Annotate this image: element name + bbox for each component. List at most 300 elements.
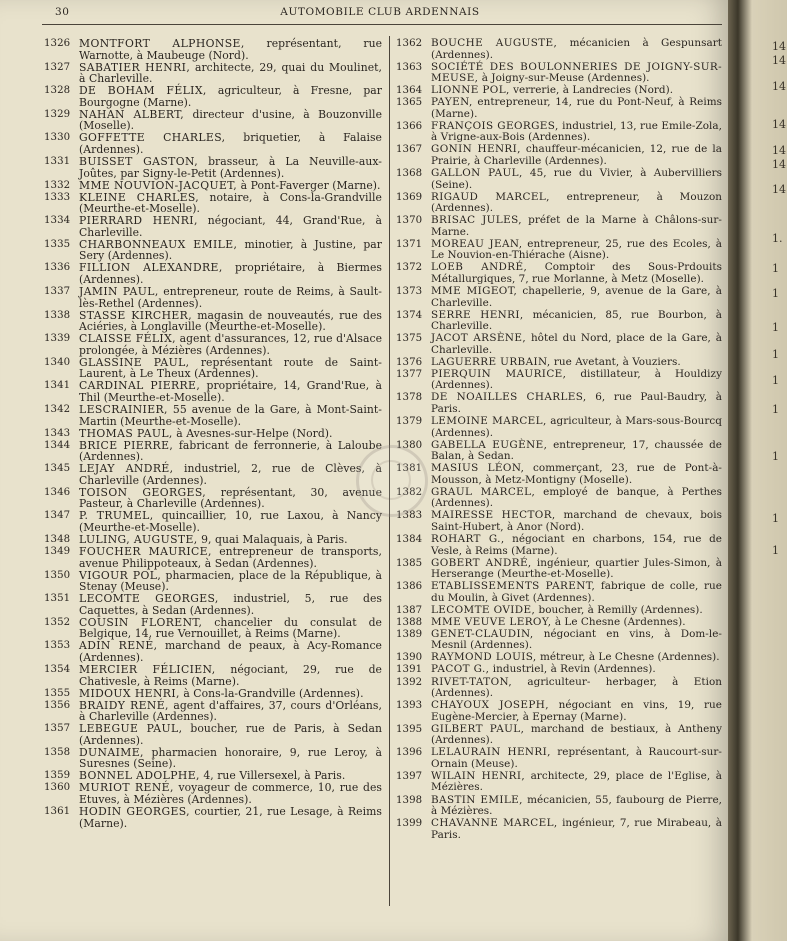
member-number: 1364 [396, 85, 423, 97]
member-name: THOMAS PAUL, [79, 426, 173, 440]
member-entry [396, 510, 722, 533]
member-number: 1333 [44, 191, 71, 203]
member-address: entrepreneur, à Mouzon (Ardennes). [431, 190, 722, 215]
member-details [431, 510, 722, 533]
member-details [79, 428, 382, 440]
member-number: 1336 [44, 262, 71, 274]
member-number: 1390 [396, 652, 423, 664]
facing-page-number: 1 [772, 450, 779, 463]
member-number: 1344 [44, 439, 71, 451]
member-details [79, 534, 382, 546]
member-name: LECOMTE OVIDE, [431, 603, 536, 616]
member-name: MME MIGEOT, [431, 284, 518, 297]
member-details [79, 192, 382, 215]
page-header [40, 6, 720, 22]
member-entry [396, 369, 722, 392]
member-name: CHAVANNE MARCEL, [431, 817, 558, 830]
member-entry [44, 440, 382, 463]
member-name: LULING, AUGUSTE, [79, 532, 198, 546]
member-number: 1385 [396, 557, 423, 569]
member-number: 1365 [396, 97, 423, 109]
member-entry [44, 333, 382, 356]
member-number: 1392 [396, 676, 423, 688]
member-name: LEBEGUE PAUL, [79, 722, 183, 736]
member-name: LEMOINE MARCEL, [431, 415, 547, 427]
member-number: 1366 [396, 120, 423, 132]
member-address: industriel, 13, rue Emile-Zola, à Vrigne-aux-Bois (Ardennes). [431, 119, 723, 144]
member-details [431, 677, 722, 700]
member-number: 1331 [44, 155, 71, 167]
member-entry [396, 310, 722, 333]
member-details [431, 617, 722, 629]
member-details [431, 85, 722, 97]
member-entry [44, 617, 382, 640]
member-name: PACOT G., [431, 663, 490, 676]
header-rule [42, 24, 722, 25]
member-number: 1360 [44, 782, 71, 794]
member-number: 1371 [396, 238, 423, 250]
member-entry [396, 333, 722, 356]
member-details [79, 109, 382, 132]
member-number: 1358 [44, 746, 71, 758]
member-number: 1374 [396, 309, 423, 321]
facing-page-number: 14 [772, 40, 786, 53]
member-details [79, 62, 382, 85]
member-entry [44, 156, 382, 179]
member-details [431, 38, 722, 61]
member-name: BOUCHE AUGUSTE, [431, 37, 558, 49]
member-number: 1335 [44, 238, 71, 250]
member-details [431, 605, 722, 617]
member-name: PIERQUIN MAURICE, [431, 367, 567, 380]
member-entry [396, 62, 722, 85]
member-name: RIGAUD MARCEL, [431, 190, 550, 203]
member-details [79, 239, 382, 262]
member-entry [44, 192, 382, 215]
member-number: 1373 [396, 285, 423, 297]
member-address: 6, rue Paul-Baudry, à Paris. [431, 391, 722, 415]
facing-page-number: 1. [772, 232, 783, 245]
member-entry [44, 806, 382, 829]
member-details [431, 97, 722, 120]
member-name: MONTFORT ALPHONSE, [79, 37, 245, 50]
member-entry [44, 700, 382, 723]
member-entry [396, 487, 722, 510]
member-details [79, 546, 382, 569]
member-entry [44, 239, 382, 262]
member-entry [44, 380, 382, 403]
member-number: 1383 [396, 510, 423, 522]
member-entry [396, 771, 722, 794]
member-details [79, 463, 382, 486]
member-number: 1387 [396, 604, 423, 616]
member-details [431, 818, 722, 841]
member-number: 1395 [396, 723, 423, 735]
member-address: magasin de nouveautés, rue des Aciéries, à Longlaville (Meurthe-et-Moselle). [79, 308, 382, 334]
member-number: 1353 [44, 640, 71, 652]
member-details [79, 440, 382, 463]
facing-page-number: 14 [772, 144, 786, 157]
member-details [79, 487, 382, 510]
member-details [431, 629, 722, 652]
member-address: représentant, rue Warnotte, à Maubeuge (Nord). [79, 37, 383, 62]
member-details [79, 640, 382, 663]
member-number: 1384 [396, 533, 423, 545]
member-name: COUSIN FLORENT, [79, 615, 203, 629]
facing-page-number: 14 [772, 118, 786, 131]
member-details [431, 652, 722, 664]
member-name: GABELLA EUGÈNE, [431, 438, 548, 451]
member-details [79, 700, 382, 723]
member-name: MME VEUVE LEROY, [431, 615, 552, 628]
member-name: VIGOUR POL, [79, 568, 162, 582]
member-address: 4, rue Villersexel, à Paris. [203, 769, 346, 783]
member-name: LELAURAIN HENRI, [431, 746, 551, 759]
member-entry [44, 593, 382, 616]
member-name: LECOMTE GEORGES, [79, 592, 219, 606]
member-address: chapellerie, 9, avenue de la Gare, à Charleville. [431, 284, 723, 309]
member-entry [396, 605, 722, 617]
member-name: NAHAN ALBERT, [79, 107, 185, 121]
member-number: 1377 [396, 368, 423, 380]
member-number: 1389 [396, 628, 423, 640]
member-number: 1341 [44, 380, 71, 392]
member-number: 1386 [396, 581, 423, 593]
member-entry [396, 677, 722, 700]
page-title: AUTOMOBILE CLUB ARDENNAIS [280, 6, 480, 18]
member-name: RIVET-TATON, [431, 675, 513, 688]
member-name: ROHART G., [431, 532, 505, 545]
member-number: 1388 [396, 616, 423, 628]
facing-page-number: 14 [772, 183, 786, 196]
member-entry [44, 487, 382, 510]
member-address: boucher, à Remilly (Ardennes). [538, 603, 703, 616]
member-address: verrerie, à Landrecies (Nord). [513, 84, 674, 97]
member-name: FRANÇOIS GEORGES, [431, 119, 559, 132]
member-name: CHAYOUX JOSEPH, [431, 699, 549, 712]
facing-page-number: 14 [772, 80, 786, 93]
library-stamp [356, 445, 428, 517]
facing-page-number: 1 [772, 262, 779, 275]
member-entry [44, 132, 382, 155]
facing-page-number: 1 [772, 321, 779, 334]
member-address: ingénieur, quartier Jules-Simon, à Herserange (Meurthe-et-Moselle). [431, 556, 722, 581]
member-details [79, 747, 382, 770]
member-name: LIONNE POL, [431, 84, 510, 97]
member-name: BASTIN EMILE, [431, 793, 523, 806]
member-entry [396, 416, 722, 439]
member-number: 1381 [396, 463, 423, 475]
member-entry [44, 510, 382, 533]
member-address: voyageur de commerce, 10, rue des Etuves, à Mézières (Ardennes). [79, 781, 383, 806]
member-name: GOFFETTE CHARLES, [79, 131, 226, 145]
member-number: 1380 [396, 439, 423, 451]
member-number: 1376 [396, 356, 423, 368]
member-address: industriel, 5, rue des Caquettes, à Sedan (Ardennes). [79, 592, 382, 617]
member-number: 1351 [44, 593, 71, 605]
member-details [79, 180, 382, 192]
member-details [79, 262, 382, 285]
member-details [431, 463, 722, 486]
member-name: LAGUERRE URBAIN, [431, 355, 551, 368]
member-name: FILLION ALEXANDRE, [79, 261, 223, 275]
member-address: boucher, rue de Paris, à Sedan (Ardennes). [79, 722, 382, 747]
member-details [431, 724, 722, 747]
member-address: agent d'assurances, 12, rue d'Alsace prolongée, à Mézières (Ardennes). [79, 332, 383, 357]
member-name: LEJAY ANDRÉ, [79, 462, 174, 476]
member-address: représentant, 30, avenue Pasteur, à Charleville (Ardennes). [79, 485, 383, 511]
member-entry [396, 747, 722, 770]
member-address: préfet de la Marne à Châlons-sur-Marne. [431, 214, 722, 238]
member-number: 1340 [44, 356, 71, 368]
member-name: GENET-CLAUDIN, [431, 627, 534, 640]
member-entry [396, 795, 722, 818]
member-name: RAYMOND LOUIS, [431, 651, 537, 664]
member-number: 1337 [44, 285, 71, 297]
member-entry [44, 180, 382, 192]
member-details [79, 782, 382, 805]
member-details [431, 333, 722, 356]
member-address: distillateur, à Houldizy (Ardennes). [431, 367, 722, 392]
member-entry [44, 262, 382, 285]
member-number: 1397 [396, 770, 423, 782]
member-name: GONIN HENRI, [431, 143, 521, 156]
member-address: chancelier du consulat de Belgique, 14, rue Vernouillet, à Reims (Marne). [79, 615, 382, 641]
member-name: LOEB ANDRÉ, [431, 261, 528, 274]
member-entry [396, 534, 722, 557]
member-details [431, 215, 722, 238]
member-details [431, 144, 722, 167]
member-name: STASSE KIRCHER, [79, 308, 193, 322]
member-entry [396, 629, 722, 652]
member-details [431, 771, 722, 794]
member-details [431, 62, 722, 85]
member-details [79, 215, 382, 238]
member-name: KLEINE CHARLES, [79, 190, 200, 204]
member-address: pharmacien, place de la République, à Stenay (Meuse). [79, 568, 382, 594]
member-details [79, 664, 382, 687]
member-number: 1352 [44, 616, 71, 628]
member-details [431, 369, 722, 392]
facing-page-number: 1 [772, 544, 779, 557]
member-address: Comptoir des Sous-Prdouits Métallurgiques, 7, rue Morlanne, à Metz (Moselle). [431, 261, 722, 285]
member-details [431, 700, 722, 723]
member-entry [396, 121, 722, 144]
member-entry [396, 239, 722, 262]
member-details [79, 156, 382, 179]
member-details [431, 310, 722, 333]
member-address: architecte, 29, quai du Moulinet, à Charleville. [79, 60, 383, 86]
member-name: PIERRARD HENRI, [79, 214, 198, 228]
member-entry [44, 62, 382, 85]
member-address: industriel, à Revin (Ardennes). [492, 663, 656, 676]
member-entry [396, 700, 722, 723]
member-address: mécanicien à Gespunsart (Ardennes). [431, 37, 723, 61]
member-number: 1338 [44, 309, 71, 321]
left-column [44, 38, 382, 830]
member-entry [44, 664, 382, 687]
member-number: 1362 [396, 38, 423, 49]
member-name: GLASSINE PAUL, [79, 355, 190, 369]
member-name: LESCRAINIER, [79, 402, 168, 416]
member-details [431, 747, 722, 770]
member-entry [44, 640, 382, 663]
member-details [431, 239, 722, 262]
member-name: JACOT ARSÈNE, [431, 332, 527, 345]
member-entry [396, 558, 722, 581]
member-name: GALLON PAUL, [431, 167, 523, 180]
member-name: BRAIDY RENÉ, [79, 698, 169, 712]
member-entry [396, 724, 722, 747]
member-number: 1359 [44, 770, 71, 782]
member-name: MERCIER FÉLICIEN, [79, 662, 216, 676]
member-number: 1355 [44, 687, 71, 699]
member-name: HODIN GEORGES, [79, 805, 190, 819]
member-name: DUNAIME, [79, 745, 144, 759]
member-address: à Le Chesne (Ardennes). [554, 615, 686, 628]
member-number: 1399 [396, 818, 423, 830]
member-entry [396, 617, 722, 629]
member-details [431, 487, 722, 510]
right-column [396, 38, 722, 842]
facing-page-number: 1 [772, 287, 779, 300]
member-entry [396, 286, 722, 309]
member-name: BRISAC JULES, [431, 214, 522, 227]
member-name: P. TRUMEL, [79, 509, 154, 523]
member-number: 1342 [44, 403, 71, 415]
member-entry [44, 534, 382, 546]
member-name: MAIRESSE HECTOR, [431, 509, 556, 522]
member-number: 1363 [396, 61, 423, 73]
member-entry [44, 723, 382, 746]
member-details [79, 723, 382, 746]
member-details [79, 357, 382, 380]
member-name: DE BOHAM FÉLIX, [79, 84, 207, 98]
member-details [79, 333, 382, 356]
member-address: 45, rue du Vivier, à Aubervilliers (Seine). [431, 167, 722, 191]
member-entry [396, 144, 722, 167]
member-address: entrepreneur, 17, chaussée de Balan, à Sedan. [431, 438, 722, 463]
member-details [431, 558, 722, 581]
member-address: propriétaire, à Biermes (Ardennes). [79, 261, 382, 286]
member-address: hôtel du Nord, place de la Gare, à Charleville. [431, 332, 722, 356]
member-details [79, 510, 382, 533]
member-number: 1346 [44, 486, 71, 498]
member-name: SOCIÉTÉ DES BOULONNERIES DE JOIGNY-SUR-MEUSE, [431, 60, 722, 85]
member-details [431, 392, 722, 415]
member-details [79, 310, 382, 333]
member-name: SERRE HENRI, [431, 308, 524, 321]
member-address: ingénieur, 7, rue Mirabeau, à Paris. [431, 817, 722, 841]
member-number: 1332 [44, 179, 71, 191]
member-details [79, 593, 382, 616]
member-address: fabricant de ferronnerie, à Laloube (Ardennes). [79, 438, 383, 464]
member-number: 1334 [44, 215, 71, 227]
member-address: propriétaire, 14, Grand'Rue, à Thil (Meurthe-et-Moselle). [79, 379, 383, 404]
member-address: entrepreneur, 25, rue des Ecoles, à Le Nouvion-en-Thiérache (Aisne). [431, 237, 723, 262]
member-number: 1396 [396, 747, 423, 759]
member-name: CARDINAL PIERRE, [79, 379, 201, 393]
member-address: négociant en vins, 19, rue Eugène-Mercier, à Epernay (Marne). [431, 699, 722, 723]
member-number: 1375 [396, 333, 423, 345]
member-details [431, 192, 722, 215]
member-entry [396, 392, 722, 415]
member-address: commerçant, 23, rue de Pont-à-Mousson, à Metz-Montigny (Moselle). [431, 462, 722, 486]
member-address: fabrique de colle, rue du Moulin, à Givet (Ardennes). [431, 580, 722, 604]
member-entry [396, 97, 722, 120]
member-name: MOREAU JEAN, [431, 237, 523, 250]
member-entry [44, 463, 382, 486]
member-entry [44, 404, 382, 427]
member-address: minotier, à Justine, par Sery (Ardennes). [79, 237, 382, 263]
member-entry [44, 546, 382, 569]
member-details [431, 440, 722, 463]
member-address: négociant en charbons, 154, rue de Vesle, à Reims (Marne). [431, 532, 722, 557]
member-entry [396, 192, 722, 215]
member-number: 1327 [44, 61, 71, 73]
facing-page-number: 14 [772, 158, 786, 171]
member-number: 1356 [44, 699, 71, 711]
member-address: entrepreneur, 14, rue du Pont-Neuf, à Reims (Marne). [431, 96, 723, 120]
member-number: 1350 [44, 569, 71, 581]
member-details [79, 132, 382, 155]
member-details [431, 121, 722, 144]
member-name: GRAUL MARCEL, [431, 485, 536, 498]
member-details [431, 416, 722, 439]
member-address: négociant, 29, rue de Chativesle, à Reims (Marne). [79, 662, 382, 688]
member-number: 1398 [396, 794, 423, 806]
member-number: 1368 [396, 168, 423, 180]
member-address: négociant en vins, à Dom-le-Mesnil (Ardennes). [431, 627, 722, 652]
member-details [431, 168, 722, 191]
member-entry [396, 440, 722, 463]
member-entry [396, 215, 722, 238]
member-name: FOUCHER MAURICE, [79, 545, 212, 559]
member-address: 55 avenue de la Gare, à Mont-Saint-Martin (Meurthe-et-Moselle). [79, 402, 382, 428]
member-details [431, 286, 722, 309]
member-address: à Cons-la-Grandville (Ardennes). [183, 686, 364, 700]
facing-page-number: 1 [772, 348, 779, 361]
member-details [79, 570, 382, 593]
member-address: notaire, à Cons-la-Grandville (Meurthe-et-Moselle). [79, 190, 382, 216]
member-address: marchand de bestiaux, à Antheny (Ardennes). [431, 722, 722, 747]
member-name: PAYEN, [431, 96, 473, 109]
member-address: architecte, 29, place de l'Eglise, à Mézières. [431, 769, 722, 794]
member-details [79, 688, 382, 700]
member-address: pharmacien honoraire, 9, rue Leroy, à Suresnes (Seine). [79, 745, 383, 771]
member-number: 1357 [44, 723, 71, 735]
member-address: mécanicien, 85, rue Bourbon, à Charleville. [431, 308, 722, 333]
member-number: 1361 [44, 806, 71, 818]
member-address: rue Avetant, à Vouziers. [553, 355, 681, 368]
member-name: GILBERT PAUL, [431, 722, 525, 735]
member-details [79, 380, 382, 403]
member-name: CLAISSE FÉLIX, [79, 332, 177, 346]
facing-page-number: 1 [772, 403, 779, 416]
member-entry [44, 747, 382, 770]
member-entry [44, 85, 382, 108]
member-entry [396, 463, 722, 486]
member-name: MME NOUVION-JACQUET, [79, 178, 238, 192]
member-entry [44, 286, 382, 309]
member-name: BUISSET GASTON, [79, 154, 199, 168]
member-address: négociant, 44, Grand'Rue, à Charleville. [79, 214, 382, 239]
member-address: mécanicien, 55, faubourg de Pierre, à Mézières. [431, 793, 722, 818]
member-name: JAMIN PAUL, [79, 284, 159, 298]
member-address: agriculteur, à Mars-sous-Bourcq (Ardennes). [431, 415, 722, 439]
facing-page-number: 14 [772, 54, 786, 67]
member-entry [396, 168, 722, 191]
